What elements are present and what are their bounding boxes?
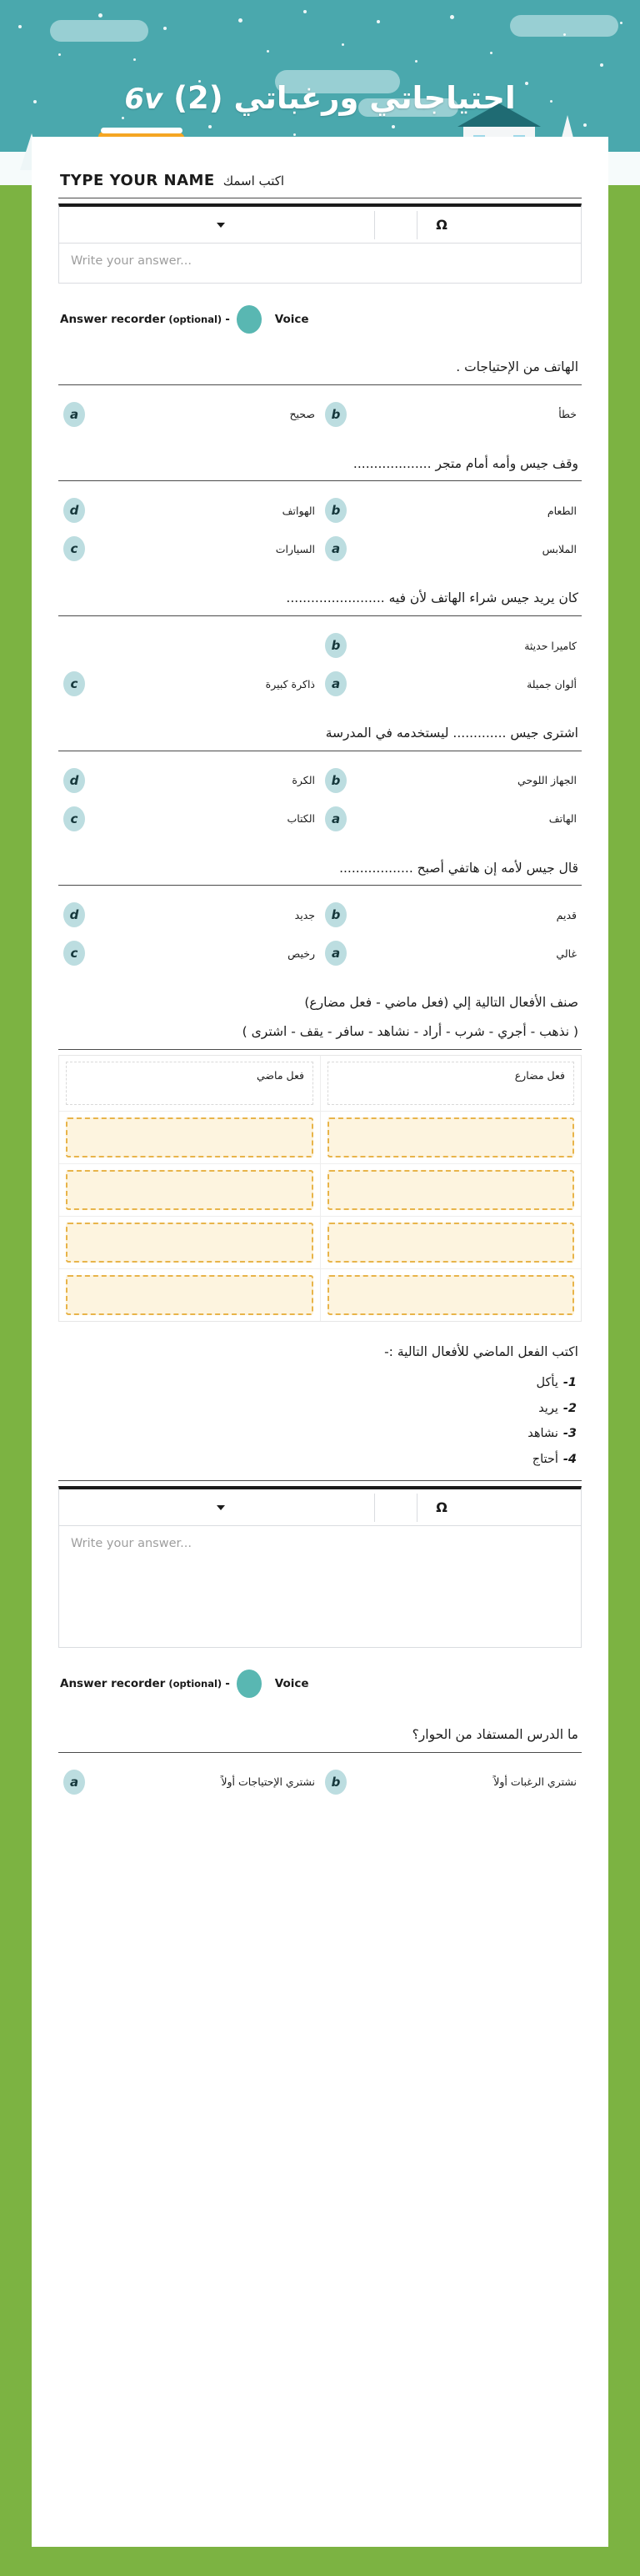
- divider: [58, 1752, 582, 1753]
- option-key-badge: b: [325, 768, 347, 793]
- toolbar-gap: [375, 205, 417, 245]
- option-label: الكرة: [292, 774, 315, 787]
- divider: [58, 384, 582, 385]
- question-text: اشترى جيس ............. ليستخدمه في المدرسة: [325, 726, 578, 741]
- answer-recorder-2: [58, 1663, 582, 1720]
- drop-zone[interactable]: [328, 1275, 574, 1315]
- divider: [58, 615, 582, 616]
- sort-cell: [320, 1112, 581, 1163]
- question-3: [58, 586, 582, 718]
- question-2: [58, 452, 582, 584]
- options-grid: [58, 756, 582, 853]
- list-item: [63, 1421, 577, 1446]
- snowflake-icon: [303, 10, 307, 13]
- snowflake-icon: [342, 43, 344, 46]
- sort-cell: [320, 1269, 581, 1321]
- sort-header-row: [59, 1056, 581, 1112]
- options-grid: [58, 621, 582, 718]
- toolbar-font-select[interactable]: [59, 205, 374, 245]
- sort-drop-row: [59, 1112, 581, 1164]
- snowflake-icon: [583, 123, 587, 127]
- special-character-icon[interactable]: Ω: [436, 217, 448, 233]
- option-key-badge: a: [325, 806, 347, 831]
- option-key-badge: a: [325, 671, 347, 696]
- chevron-down-icon[interactable]: [217, 223, 225, 228]
- option-b[interactable]: [320, 1763, 582, 1801]
- option-key-badge: b: [325, 498, 347, 523]
- option-label: نشتري الرغبات أولاً: [493, 1775, 577, 1789]
- sort-column-past: [59, 1056, 320, 1111]
- snowflake-icon: [600, 63, 603, 67]
- question-5: [58, 856, 582, 988]
- option-key-badge: c: [63, 671, 85, 696]
- sort-question-line1: صنف الأفعال التالية إلي (فعل ماضي - فعل مضارع): [304, 995, 578, 1011]
- option-label: الملابس: [542, 542, 577, 555]
- sort-cell: [59, 1164, 320, 1216]
- cloud-icon: [50, 20, 148, 42]
- sort-cell: [59, 1269, 320, 1321]
- snowflake-icon: [415, 60, 418, 63]
- option-a[interactable]: [58, 1763, 320, 1801]
- option-key-badge: b: [325, 1770, 347, 1795]
- option-label: ذاكرة كبيرة: [265, 677, 315, 690]
- name-prompt-arabic: اكتب اسمك: [222, 173, 285, 188]
- option-b[interactable]: [320, 626, 582, 665]
- option-b[interactable]: [320, 395, 582, 434]
- sort-drop-row: [59, 1164, 581, 1217]
- list-item: [63, 1396, 577, 1421]
- option-label: جديد: [294, 908, 315, 921]
- option-label: صحيح: [289, 408, 315, 421]
- options-grid: [58, 1758, 582, 1816]
- record-voice-button[interactable]: [237, 305, 262, 334]
- past-tense-answer-editor: [58, 1486, 582, 1648]
- option-key-badge: d: [63, 768, 85, 793]
- question-4: [58, 721, 582, 853]
- snowflake-icon: [620, 22, 622, 24]
- option-label: كاميرا حديثة: [524, 639, 577, 652]
- question-text: ما الدرس المستفاد من الحوار؟: [412, 1727, 578, 1743]
- option-label: غالي: [556, 947, 577, 960]
- snowflake-icon: [58, 53, 61, 56]
- name-answer-input[interactable]: Write your answer...: [58, 244, 582, 284]
- question-text: قال جيس لأمه إن هاتفي أصبح ..................: [339, 860, 578, 876]
- recorder-voice-label: Voice: [274, 313, 309, 326]
- toolbar-gap: [375, 1488, 417, 1528]
- past-tense-title: اكتب الفعل الماضي للأفعال التالية :-: [384, 1343, 578, 1359]
- snowflake-icon: [563, 33, 566, 36]
- options-grid: [58, 891, 582, 987]
- list-item-word: أحتاج: [532, 1452, 558, 1466]
- list-item: [63, 1447, 577, 1472]
- option-label: نشتري الإحتياجات أولاً: [221, 1775, 315, 1789]
- snowflake-icon: [163, 27, 167, 30]
- sort-column-present: [320, 1056, 581, 1111]
- worksheet-body: [32, 137, 608, 2547]
- option-a[interactable]: [320, 665, 582, 703]
- list-item: [63, 1370, 577, 1395]
- option-key-badge: a: [63, 1770, 85, 1795]
- option-d[interactable]: [58, 491, 320, 530]
- list-item-number: 1-: [562, 1376, 577, 1390]
- drop-zone[interactable]: [66, 1275, 313, 1315]
- recorder-voice-label: Voice: [274, 1677, 309, 1691]
- option-key-badge: a: [325, 536, 347, 561]
- question-text: وقف جيس وأمه أمام متجر ...................: [352, 455, 578, 471]
- drop-zone[interactable]: [328, 1117, 574, 1157]
- list-item-word: نشاهد: [528, 1427, 558, 1441]
- option-label: السيارات: [275, 542, 315, 555]
- name-prompt-latin: TYPE YOUR NAME: [60, 172, 215, 189]
- option-c[interactable]: [58, 934, 320, 972]
- drop-zone[interactable]: [328, 1223, 574, 1263]
- drop-zone[interactable]: [66, 1117, 313, 1157]
- option-b[interactable]: [320, 491, 582, 530]
- list-item-number: 2-: [562, 1401, 577, 1415]
- sort-question: [58, 991, 582, 1321]
- recorder-dash: -: [225, 313, 230, 326]
- option-d[interactable]: [58, 761, 320, 800]
- question-1: [58, 355, 582, 449]
- snowflake-icon: [98, 13, 102, 18]
- option-key-badge: b: [325, 402, 347, 427]
- option-d[interactable]: [58, 896, 320, 934]
- option-key-badge: d: [63, 498, 85, 523]
- recorder-label: Answer recorder: [60, 1677, 166, 1691]
- recorder-label: Answer recorder: [60, 313, 166, 326]
- option-key-badge: c: [63, 536, 85, 561]
- drop-zone[interactable]: [66, 1223, 313, 1263]
- sort-cell: [320, 1164, 581, 1216]
- snowflake-icon: [490, 52, 492, 54]
- page-title-arabic: احتياجاتي ورغباتي (2): [173, 80, 516, 116]
- name-prompt: [58, 168, 582, 198]
- option-empty: [58, 626, 320, 665]
- option-key-badge: c: [63, 941, 85, 966]
- list-item-word: يأكل: [536, 1376, 558, 1390]
- option-label: الكتاب: [287, 812, 315, 826]
- toolbar-font-select[interactable]: [59, 1488, 374, 1528]
- option-label: قديم: [556, 908, 577, 921]
- option-a[interactable]: [320, 800, 582, 838]
- option-key-badge: a: [63, 402, 85, 427]
- divider: [58, 480, 582, 481]
- past-tense-answer-input[interactable]: Write your answer...: [58, 1526, 582, 1648]
- record-voice-button[interactable]: [237, 1670, 262, 1698]
- option-label: ألوان جميلة: [527, 677, 577, 690]
- sort-cell: [320, 1217, 581, 1268]
- option-key-badge: b: [325, 633, 347, 658]
- chevron-down-icon[interactable]: [217, 1505, 225, 1510]
- option-label: رخيص: [288, 947, 315, 960]
- snowflake-icon: [293, 133, 296, 136]
- sort-header-past: فعل ماضي: [66, 1062, 313, 1105]
- sort-cell: [59, 1217, 320, 1268]
- option-c[interactable]: [58, 800, 320, 838]
- past-tense-list: [58, 1368, 582, 1480]
- list-item-number: 3-: [562, 1427, 577, 1441]
- snowflake-icon: [122, 117, 124, 119]
- recorder-dash: -: [225, 1677, 230, 1691]
- drop-zone[interactable]: [66, 1170, 313, 1210]
- option-key-badge: b: [325, 902, 347, 927]
- sort-drop-row: [59, 1217, 581, 1269]
- snowflake-icon: [377, 20, 380, 23]
- sort-drop-row: [59, 1269, 581, 1321]
- recorder-optional-note: (optional): [168, 1678, 222, 1690]
- option-label: الهاتف: [548, 812, 577, 826]
- option-label: خطأ: [558, 408, 577, 421]
- special-character-icon[interactable]: Ω: [436, 1499, 448, 1516]
- question-text: الهاتف من الإحتياجات .: [456, 359, 578, 374]
- option-label: الجهاز اللوحي: [518, 774, 577, 787]
- editor-toolbar[interactable]: [58, 203, 582, 244]
- options-grid: [58, 486, 582, 583]
- divider: [58, 1480, 582, 1481]
- option-a[interactable]: [320, 530, 582, 568]
- snowflake-icon: [450, 15, 454, 19]
- bottom-spacer: [58, 1820, 582, 1835]
- option-a[interactable]: [58, 395, 320, 434]
- snowflake-icon: [267, 50, 269, 53]
- page-title: [0, 80, 640, 116]
- answer-recorder-1: [58, 299, 582, 355]
- sort-table: [58, 1055, 582, 1322]
- name-answer-editor: [58, 203, 582, 284]
- option-a[interactable]: [320, 934, 582, 972]
- option-key-badge: c: [63, 806, 85, 831]
- sort-question-line2: ( نذهب - أجري - شرب - أراد - نشاهد - سافر - يقف - اشترى ): [242, 1024, 578, 1040]
- option-c[interactable]: [58, 665, 320, 703]
- snowflake-icon: [133, 58, 136, 61]
- option-c[interactable]: [58, 530, 320, 568]
- drop-zone[interactable]: [328, 1170, 574, 1210]
- snowflake-icon: [238, 18, 242, 23]
- option-label: الهواتف: [282, 504, 315, 517]
- list-item-number: 4-: [562, 1452, 577, 1466]
- options-grid: [58, 390, 582, 449]
- option-label: الطعام: [547, 504, 577, 517]
- option-b[interactable]: [320, 896, 582, 934]
- snowflake-icon: [18, 25, 22, 28]
- recorder-optional-note: (optional): [168, 314, 222, 325]
- option-key-badge: d: [63, 902, 85, 927]
- question-text: كان يريد جيس شراء الهاتف لأن فيه ........................: [286, 590, 578, 606]
- sort-cell: [59, 1112, 320, 1163]
- editor-toolbar[interactable]: [58, 1486, 582, 1526]
- divider: [58, 1049, 582, 1050]
- page-title-latin: 6v: [124, 83, 163, 116]
- divider: [58, 885, 582, 886]
- list-item-word: يريد: [538, 1401, 558, 1415]
- snowflake-icon: [392, 125, 395, 128]
- final-question: [58, 1723, 582, 1816]
- option-key-badge: a: [325, 941, 347, 966]
- snowflake-icon: [208, 125, 212, 128]
- past-tense-question: [58, 1340, 582, 1720]
- sort-header-present: فعل مضارع: [328, 1062, 574, 1105]
- option-b[interactable]: [320, 761, 582, 800]
